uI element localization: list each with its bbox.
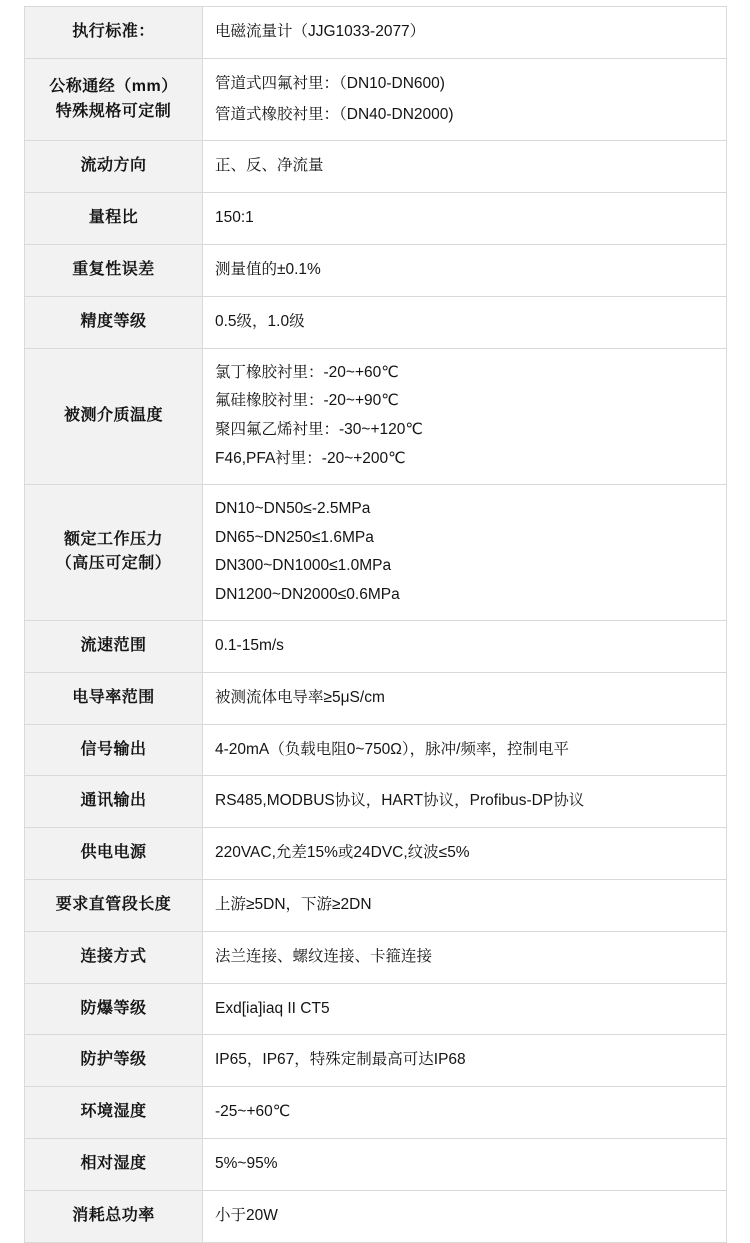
table-row <box>25 620 727 672</box>
table-row <box>25 296 727 348</box>
spec-label-line: 相对湿度 <box>80 1154 147 1172</box>
spec-label-cell <box>25 620 203 672</box>
table-row <box>25 141 727 193</box>
spec-label-cell <box>25 931 203 983</box>
table-row <box>25 931 727 983</box>
spec-label-cell <box>25 193 203 245</box>
spec-value-cell <box>203 931 727 983</box>
spec-label-cell <box>25 1087 203 1139</box>
spec-value-cell <box>203 828 727 880</box>
spec-value-cell <box>203 724 727 776</box>
table-row <box>25 1190 727 1242</box>
spec-value-cell <box>203 193 727 245</box>
spec-label-line: 电导率范围 <box>72 688 155 706</box>
table-row <box>25 672 727 724</box>
spec-value-line: IP65，IP67，特殊定制最高可达IP68 <box>215 1051 466 1069</box>
spec-value-cell <box>203 58 727 141</box>
table-row <box>25 776 727 828</box>
spec-label-cell <box>25 879 203 931</box>
spec-value-line: 正、反、净流量 <box>215 157 324 175</box>
table-row <box>25 193 727 245</box>
table-row <box>25 828 727 880</box>
spec-label-cell <box>25 244 203 296</box>
spec-value-line: DN65~DN250≤1.6MPa <box>215 528 374 546</box>
spec-value-cell <box>203 1138 727 1190</box>
spec-value-line: RS485,MODBUS协议，HART协议，Profibus-DP协议 <box>215 792 585 810</box>
spec-value-line: 小于20W <box>215 1206 278 1224</box>
table-row <box>25 1138 727 1190</box>
table-row <box>25 58 727 141</box>
spec-label-cell <box>25 724 203 776</box>
spec-value-cell <box>203 244 727 296</box>
spec-label-cell <box>25 1190 203 1242</box>
spec-value-line: 氯丁橡胶衬里：-20~+60℃ <box>215 363 399 381</box>
spec-label-cell <box>25 58 203 141</box>
spec-value-line: DN300~DN1000≤1.0MPa <box>215 557 392 575</box>
spec-label-line: （高压可定制） <box>55 555 172 573</box>
spec-label-cell <box>25 672 203 724</box>
spec-value-cell <box>203 776 727 828</box>
spec-value-line: 氟硅橡胶衬里：-20~+90℃ <box>215 392 399 410</box>
spec-label-cell <box>25 296 203 348</box>
spec-label-line: 供电电源 <box>80 844 147 862</box>
table-row <box>25 484 727 620</box>
table-row <box>25 724 727 776</box>
spec-value-cell <box>203 672 727 724</box>
spec-label-cell <box>25 983 203 1035</box>
spec-label-line: 通讯输出 <box>80 792 147 810</box>
spec-label-cell <box>25 1035 203 1087</box>
spec-value-cell <box>203 1190 727 1242</box>
spec-label-cell <box>25 348 203 484</box>
spec-label-line: 执行标准： <box>72 23 155 40</box>
spec-label-line: 流速范围 <box>80 636 147 654</box>
spec-value-cell <box>203 296 727 348</box>
spec-label-line: 额定工作压力 <box>63 530 163 548</box>
spec-label-cell <box>25 141 203 193</box>
spec-label-cell <box>25 1138 203 1190</box>
spec-label-line: 连接方式 <box>80 947 147 965</box>
spec-label-cell <box>25 776 203 828</box>
spec-value-line: 上游≥5DN，下游≥2DN <box>215 895 372 913</box>
spec-value-line: 4-20mA（负载电阻0~750Ω），脉冲/频率，控制电平 <box>215 740 569 758</box>
spec-value-line: 0.5级，1.0级 <box>215 312 305 330</box>
table-row <box>25 1087 727 1139</box>
spec-value-line: 被测流体电导率≥5μS/cm <box>215 688 385 706</box>
spec-label-cell <box>25 484 203 620</box>
spec-value-cell <box>203 348 727 484</box>
spec-value-line: F46,PFA衬里：-20~+200℃ <box>215 449 406 467</box>
spec-label-line: 防爆等级 <box>80 999 147 1017</box>
spec-label-line: 被测介质温度 <box>63 406 163 424</box>
spec-label-line: 信号输出 <box>80 740 147 758</box>
spec-label-line: 流动方向 <box>80 157 147 175</box>
spec-label-cell <box>25 828 203 880</box>
spec-value-line: DN1200~DN2000≤0.6MPa <box>215 586 400 604</box>
spec-value-line: Exd[ia]iaq II CT5 <box>215 999 330 1017</box>
spec-value-line: DN10~DN50≤-2.5MPa <box>215 499 371 517</box>
spec-value-line: -25~+60℃ <box>215 1103 291 1121</box>
spec-value-line: 管道式四氟衬里：（DN10-DN600) <box>215 74 445 92</box>
table-row <box>25 244 727 296</box>
spec-value-cell <box>203 7 727 59</box>
spec-value-cell <box>203 1087 727 1139</box>
spec-value-cell <box>203 983 727 1035</box>
spec-table-body <box>25 7 727 1243</box>
table-row <box>25 348 727 484</box>
spec-value-line: 测量值的±0.1% <box>215 260 321 278</box>
spec-label-line: 重复性误差 <box>72 260 155 278</box>
spec-label-line: 公称通经（mm） <box>49 77 178 95</box>
specification-table <box>24 6 727 1243</box>
spec-label-line: 特殊规格可定制 <box>55 102 172 120</box>
table-row <box>25 879 727 931</box>
spec-value-cell <box>203 1035 727 1087</box>
spec-label-line: 消耗总功率 <box>72 1206 155 1224</box>
spec-value-cell <box>203 620 727 672</box>
spec-label-line: 防护等级 <box>80 1051 147 1069</box>
table-row <box>25 1035 727 1087</box>
spec-value-cell <box>203 141 727 193</box>
spec-label-line: 精度等级 <box>80 312 147 330</box>
spec-value-line: 220VAC,允差15%或24DVC,纹波≤5% <box>215 844 470 862</box>
spec-value-line: 管道式橡胶衬里：（DN40-DN2000) <box>215 105 454 123</box>
spec-label-line: 量程比 <box>88 209 139 227</box>
spec-label-line: 环境湿度 <box>80 1103 147 1121</box>
spec-label-cell <box>25 7 203 59</box>
spec-value-line: 0.1-15m/s <box>215 636 284 654</box>
table-row <box>25 983 727 1035</box>
spec-value-line: 5%~95% <box>215 1154 278 1172</box>
spec-value-cell <box>203 879 727 931</box>
spec-label-line: 要求直管段长度 <box>55 895 172 913</box>
spec-value-line: 聚四氟乙烯衬里：-30~+120℃ <box>215 421 423 439</box>
spec-value-cell <box>203 484 727 620</box>
table-row <box>25 7 727 59</box>
spec-value-line: 150:1 <box>215 209 254 227</box>
spec-value-line: 电磁流量计（JJG1033-2077） <box>215 23 426 40</box>
spec-value-line: 法兰连接、螺纹连接、卡箍连接 <box>215 947 433 965</box>
